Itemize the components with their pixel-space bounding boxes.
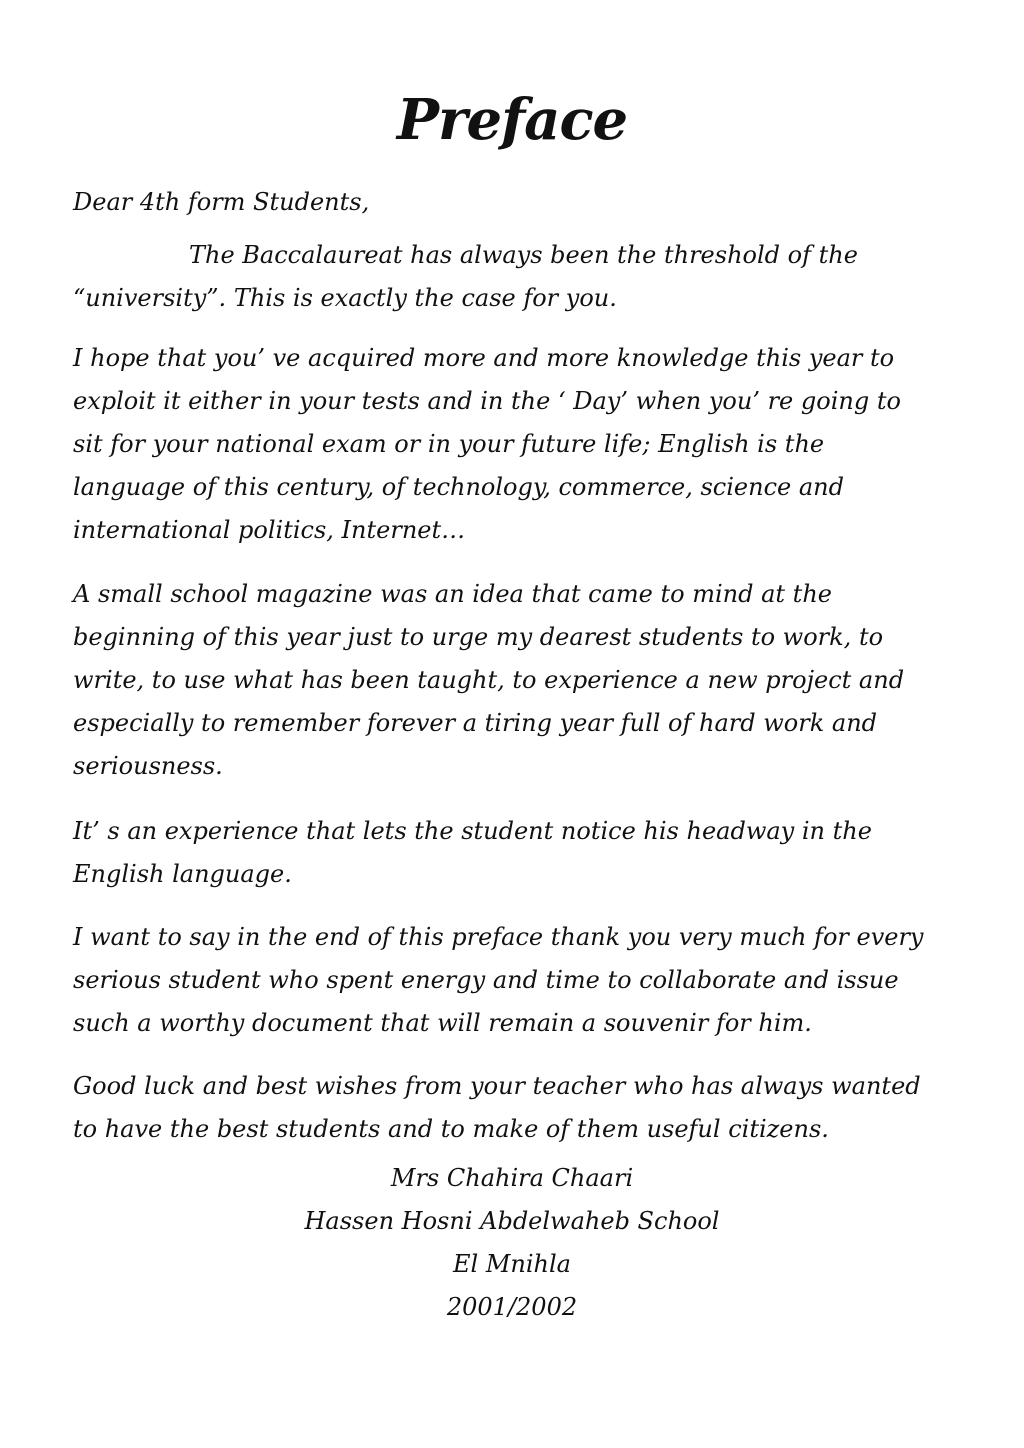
paragraph-line: The Baccalaureat has always been the threshold of the [189, 241, 858, 269]
paragraph-knowledge [73, 337, 953, 552]
paragraph-line: exploit it either in your tests and in the ‘ Day’ when you’ re going to [73, 387, 901, 415]
paragraph-line: It’ s an experience that lets the student notice his headway in the [73, 817, 872, 845]
signature-school: Hassen Hosni Abdelwaheb School [304, 1207, 720, 1235]
paragraph-magazine [73, 573, 953, 788]
paragraph-closing [73, 1065, 953, 1151]
paragraph-line: Good luck and best wishes from your teacher who has always wanted [73, 1072, 921, 1100]
paragraph-thanks [73, 916, 953, 1045]
paragraph-line: I hope that you’ ve acquired more and more knowledge this year to [73, 344, 895, 372]
paragraph-line: international politics, Internet… [73, 516, 466, 544]
paragraph-line: English language. [73, 860, 292, 888]
paragraph-line: beginning of this year just to urge my dearest students to work, to [73, 623, 884, 651]
salutation: Dear 4th form Students, [73, 188, 370, 216]
paragraph-line: I want to say in the end of this preface thank you very much for every [73, 923, 924, 951]
signature-name: Mrs Chahira Chaari [390, 1164, 634, 1192]
paragraph-line: such a worthy document that will remain a souvenir for him. [73, 1009, 812, 1037]
paragraph-line: write, to use what has been taught, to experience a new project and [73, 666, 905, 694]
paragraph-experience [73, 810, 953, 896]
paragraph-intro [73, 234, 953, 320]
paragraph-line: serious student who spent energy and time to collaborate and issue [73, 966, 899, 994]
signature-place: El Mnihla [453, 1250, 571, 1278]
signature-year: 2001/2002 [446, 1293, 578, 1321]
paragraph-line: “university”. This is exactly the case for you. [73, 284, 617, 312]
paragraph-line: language of this century, of technology, commerce, science and [73, 473, 844, 501]
paragraph-line: seriousness. [73, 752, 223, 780]
signature-block [0, 1157, 1024, 1329]
page-title: Preface [396, 87, 628, 153]
paragraph-line: A small school magazine was an idea that came to mind at the [73, 580, 832, 608]
paragraph-line: especially to remember forever a tiring year full of hard work and [73, 709, 878, 737]
paragraph-line: to have the best students and to make of them useful citizens. [73, 1115, 829, 1143]
paragraph-line: sit for your national exam or in your future life; English is the [73, 430, 825, 458]
